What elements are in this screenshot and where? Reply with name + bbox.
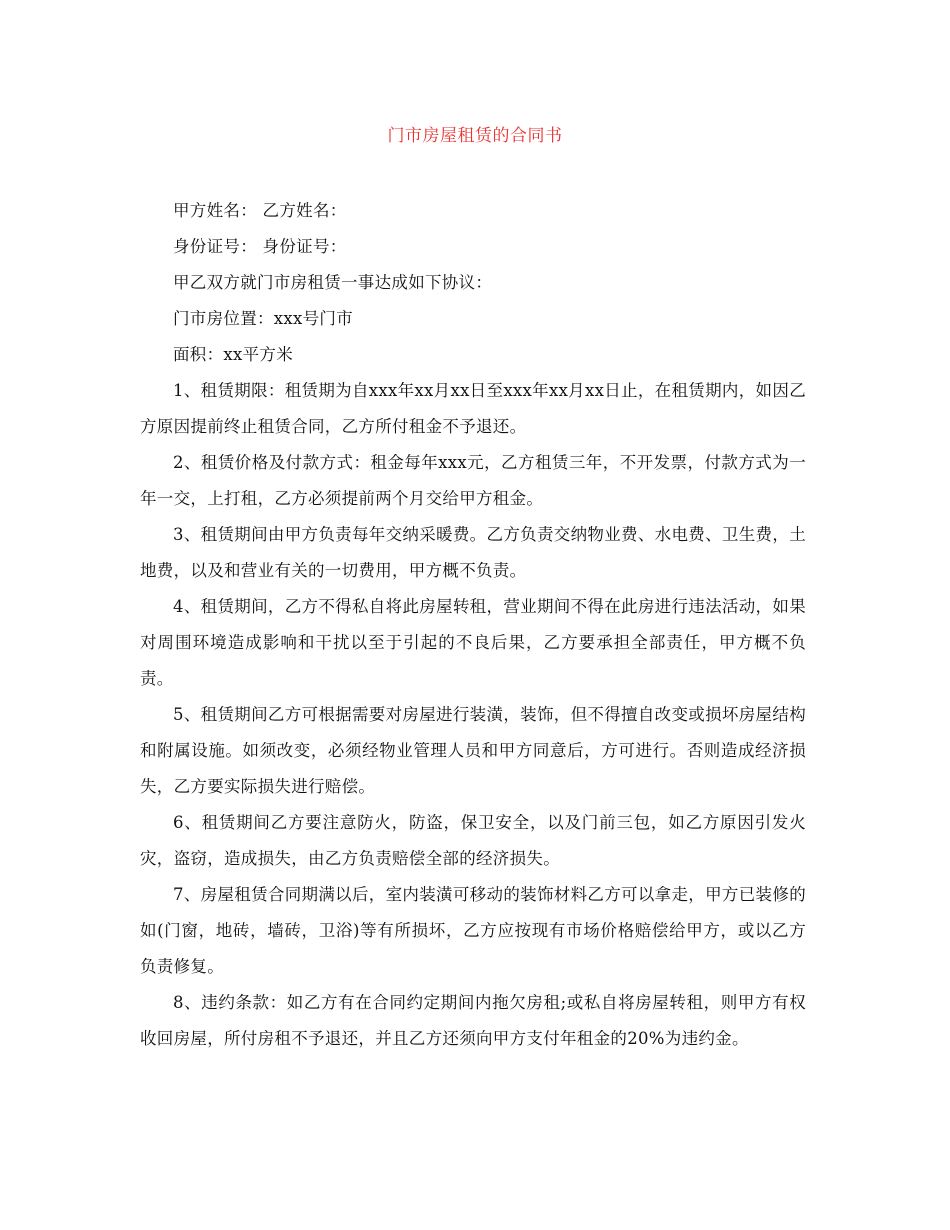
agreement-intro: 甲乙双方就门市房租赁一事达成如下协议：: [173, 273, 493, 292]
clause-8-breach: 8、违约条款：如乙方有在合同约定期间内拖欠房租;或私自将房屋转租，则甲方有权收回房屋，所付房租不予退还，并且乙方还须向甲方支付年租金的20%为违约金。: [140, 993, 806, 1048]
clause-7-expiry: 7、房屋租赁合同期满以后，室内装潢可移动的装饰材料乙方可以拿走，甲方已装修的如(门窗，地砖，墙砖，卫浴)等有所损坏，乙方应按现有市场价格赔偿给甲方，或以乙方负责修复。: [140, 885, 806, 976]
party-names-line: 甲方姓名： 乙方姓名：: [173, 201, 347, 220]
id-numbers-line: 身份证号： 身份证号：: [173, 237, 347, 256]
clause-3-fees: 3、租赁期间由甲方负责每年交纳采暖费。乙方负责交纳物业费、水电费、卫生费，土地费，以及和营业有关的一切费用，甲方概不负责。: [140, 525, 806, 580]
clause-6-safety: 6、租赁期间乙方要注意防火，防盗，保卫安全，以及门前三包，如乙方原因引发火灾，盗窃，造成损失，由乙方负责赔偿全部的经济损失。: [140, 813, 806, 868]
clause-2-price-payment: 2、租赁价格及付款方式：租金每年xxx元，乙方租赁三年，不开发票，付款方式为一年一交，上打租，乙方必须提前两个月交给甲方租金。: [140, 453, 806, 508]
clause-5-decoration: 5、租赁期间乙方可根据需要对房屋进行装潢，装饰，但不得擅自改变或损坏房屋结构和附属设施。如须改变，必须经物业管理人员和甲方同意后，方可进行。否则造成经济损失，乙方要实际损失进行赔偿。: [140, 705, 806, 796]
document-body: [140, 193, 806, 1057]
clause-1-lease-term: 1、租赁期限：租赁期为自xxx年xx月xx日至xxx年xx月xx日止，在租赁期内，如因乙方原因提前终止租赁合同，乙方所付租金不予退还。: [140, 381, 806, 436]
document-title: 门市房屋租赁的合同书: [387, 126, 563, 146]
clause-4-subletting: 4、租赁期间，乙方不得私自将此房屋转租，营业期间不得在此房进行违法活动，如果对周围环境造成影响和干扰以至于引起的不良后果，乙方要承担全部责任，甲方概不负责。: [140, 597, 806, 688]
location-line: 门市房位置：xxx号门市: [173, 309, 354, 328]
area-line: 面积：xx平方米: [173, 345, 294, 364]
